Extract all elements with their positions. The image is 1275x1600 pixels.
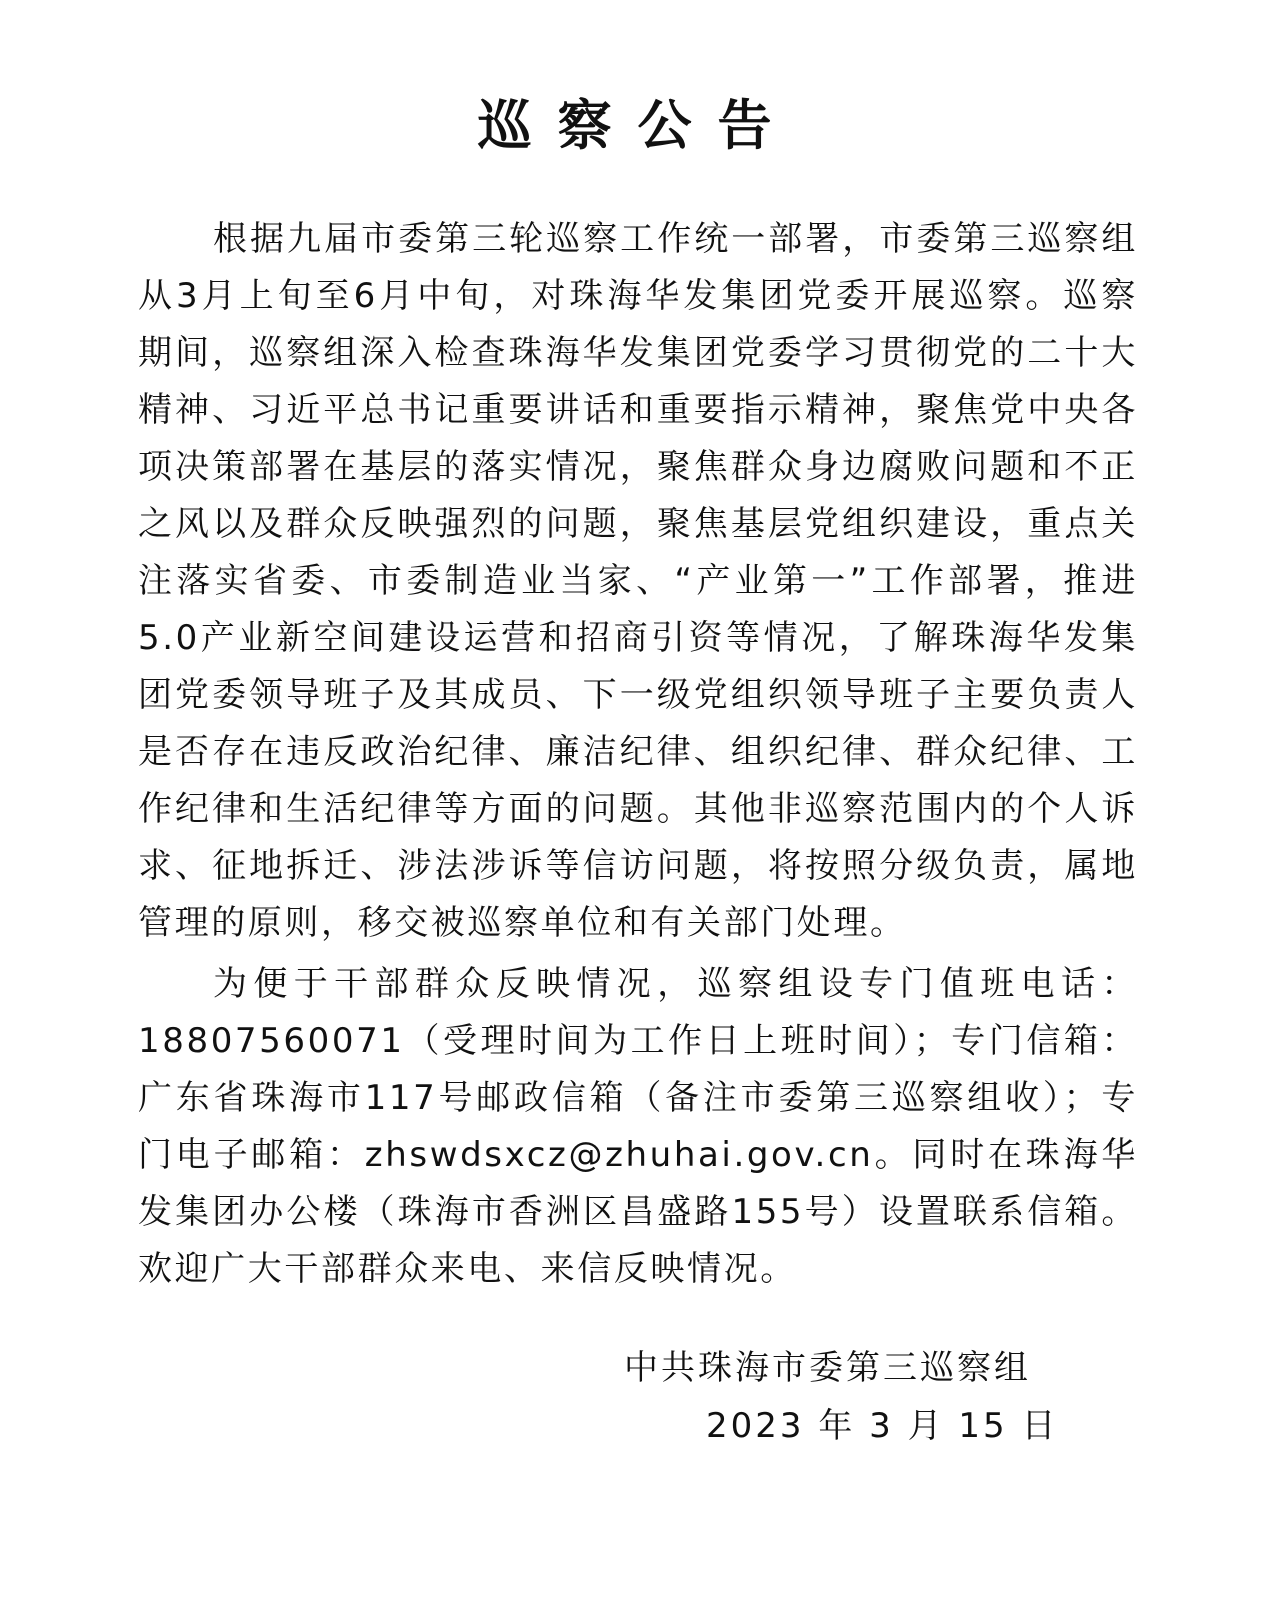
signature-date: 2023 年 3 月 15 日 [706,1406,1059,1446]
notice-title: 巡察公告 [477,93,798,157]
notice-paragraph-scope: 根据九届市委第三轮巡察工作统一部署，市委第三巡察组从3月上旬至6月中旬，对珠海华发集团党委开展巡察。巡察期间，巡察组深入检查珠海华发集团党委学习贯彻党的二十大精神、习近平总书记重要讲话和重要指示精神，聚焦党中央各项决策部署在基层的落实情况，聚焦群众身边腐败问题和不正之风以及群众反映强烈的问题，聚焦基层党组织建设，重点关注落实省委、市委制造业当家、“产业第一”工作部署，推进5.0产业新空间建设运营和招商引资等情况，了解珠海华发集团党委领导班子及其成员、下一级党组织领导班子主要负责人是否存在违反政治纪律、廉洁纪律、组织纪律、群众纪律、工作纪律和生活纪律等方面的问题。其他非巡察范围内的个人诉求、征地拆迁、涉法涉诉等信访问题，将按照分级负责，属地管理的原则，移交被巡察单位和有关部门处理。 [138,219,1138,943]
signature-organization: 中共珠海市委第三巡察组 [624,1348,1031,1388]
notice-paragraph-contact: 为便于干部群众反映情况，巡察组设专门值班电话：18807560071（受理时间为工作日上班时间）；专门信箱：广东省珠海市117号邮政信箱（备注市委第三巡察组收）；专门电子邮箱：zhswdsxcz@zhuhai.gov.cn。同时在珠海华发集团办公楼（珠海市香洲区昌盛路155号）设置联系信箱。欢迎广大干部群众来电、来信反映情况。 [138,964,1138,1289]
